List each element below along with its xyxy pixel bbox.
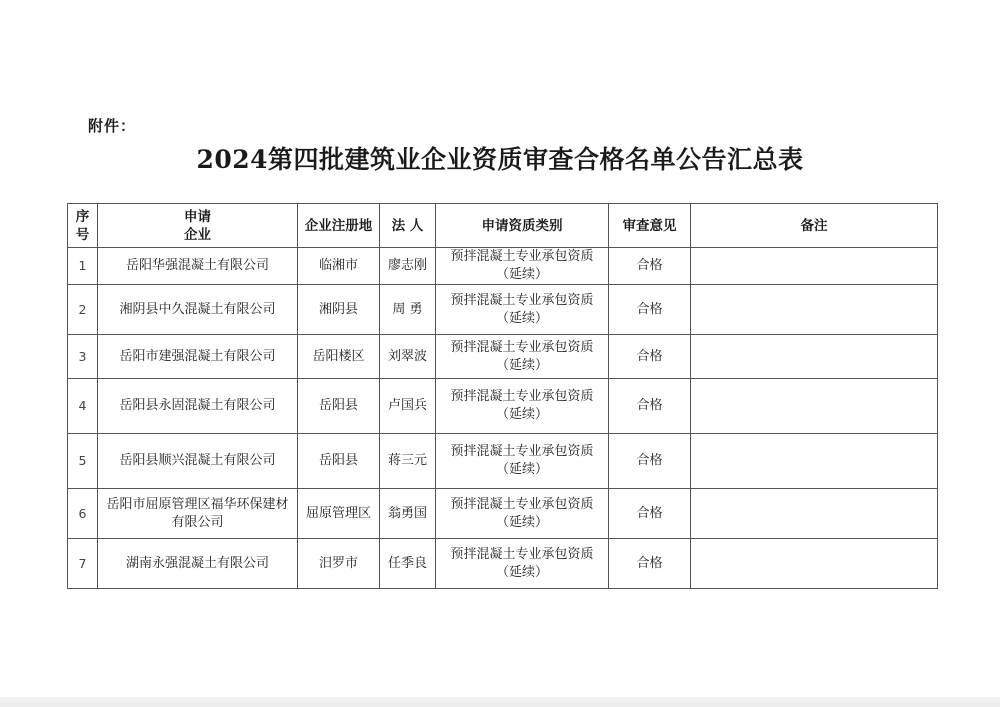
table-row <box>68 434 938 489</box>
cell-remarks <box>691 379 938 434</box>
table-body <box>68 248 938 589</box>
cell-legal-rep: 任季良 <box>380 539 436 589</box>
cell-remarks <box>691 285 938 335</box>
cell-qualification: 预拌混凝土专业承包资质（延续） <box>436 285 609 335</box>
cell-seq: 4 <box>68 379 98 434</box>
cell-opinion: 合格 <box>609 489 691 539</box>
header-company <box>98 204 298 248</box>
cell-location: 屈原管理区 <box>298 489 380 539</box>
cell-qualification: 预拌混凝土专业承包资质（延续） <box>436 539 609 589</box>
cell-opinion: 合格 <box>609 539 691 589</box>
cell-remarks <box>691 335 938 379</box>
cell-seq: 1 <box>68 248 98 285</box>
header-seq <box>68 204 98 248</box>
cell-location: 岳阳县 <box>298 434 380 489</box>
header-seq-line2: 号 <box>75 226 90 243</box>
header-seq-line1: 序 <box>75 208 90 225</box>
cell-opinion: 合格 <box>609 379 691 434</box>
header-company-line2: 企业 <box>184 226 211 243</box>
cell-legal-rep: 翁勇国 <box>380 489 436 539</box>
table-row <box>68 248 938 285</box>
cell-remarks <box>691 248 938 285</box>
cell-legal-rep: 蒋三元 <box>380 434 436 489</box>
cell-location: 湘阴县 <box>298 285 380 335</box>
cell-opinion: 合格 <box>609 248 691 285</box>
cell-qualification: 预拌混凝土专业承包资质（延续） <box>436 379 609 434</box>
cell-location: 岳阳楼区 <box>298 335 380 379</box>
cell-seq: 6 <box>68 489 98 539</box>
header-company-line1: 申请 <box>184 208 211 225</box>
table-row <box>68 379 938 434</box>
table-row <box>68 539 938 589</box>
cell-company: 岳阳市建强混凝土有限公司 <box>98 335 298 379</box>
table-row <box>68 489 938 539</box>
cell-company: 岳阳县顺兴混凝土有限公司 <box>98 434 298 489</box>
cell-company: 岳阳市屈原管理区福华环保建材有限公司 <box>98 489 298 539</box>
cell-location: 汨罗市 <box>298 539 380 589</box>
header-legal-rep: 法 人 <box>380 204 436 248</box>
cell-company: 湘阴县中久混凝土有限公司 <box>98 285 298 335</box>
cell-qualification: 预拌混凝土专业承包资质（延续） <box>436 248 609 285</box>
header-location: 企业注册地 <box>298 204 380 248</box>
cell-qualification: 预拌混凝土专业承包资质（延续） <box>436 489 609 539</box>
header-opinion: 审查意见 <box>609 204 691 248</box>
table-row <box>68 335 938 379</box>
cell-qualification: 预拌混凝土专业承包资质（延续） <box>436 434 609 489</box>
cell-seq: 7 <box>68 539 98 589</box>
cell-remarks <box>691 434 938 489</box>
cell-seq: 5 <box>68 434 98 489</box>
cell-legal-rep: 刘翠波 <box>380 335 436 379</box>
header-remarks: 备注 <box>691 204 938 248</box>
cell-location: 临湘市 <box>298 248 380 285</box>
cell-opinion: 合格 <box>609 434 691 489</box>
cell-seq: 2 <box>68 285 98 335</box>
qualification-table <box>67 203 938 589</box>
page-title: 2024第四批建筑业企业资质审查合格名单公告汇总表 <box>196 145 804 174</box>
header-qualification: 申请资质类别 <box>436 204 609 248</box>
cell-remarks <box>691 539 938 589</box>
cell-company: 岳阳县永固混凝土有限公司 <box>98 379 298 434</box>
cell-legal-rep: 周 勇 <box>380 285 436 335</box>
cell-company: 岳阳华强混凝土有限公司 <box>98 248 298 285</box>
cell-legal-rep: 卢国兵 <box>380 379 436 434</box>
table-header-row <box>68 204 938 248</box>
cell-opinion: 合格 <box>609 335 691 379</box>
table-row <box>68 285 938 335</box>
page-bottom-edge <box>0 697 1000 707</box>
cell-qualification: 预拌混凝土专业承包资质（延续） <box>436 335 609 379</box>
cell-location: 岳阳县 <box>298 379 380 434</box>
cell-legal-rep: 廖志刚 <box>380 248 436 285</box>
attachment-label: 附件： <box>88 117 137 135</box>
cell-seq: 3 <box>68 335 98 379</box>
cell-company: 湖南永强混凝土有限公司 <box>98 539 298 589</box>
cell-remarks <box>691 489 938 539</box>
cell-opinion: 合格 <box>609 285 691 335</box>
